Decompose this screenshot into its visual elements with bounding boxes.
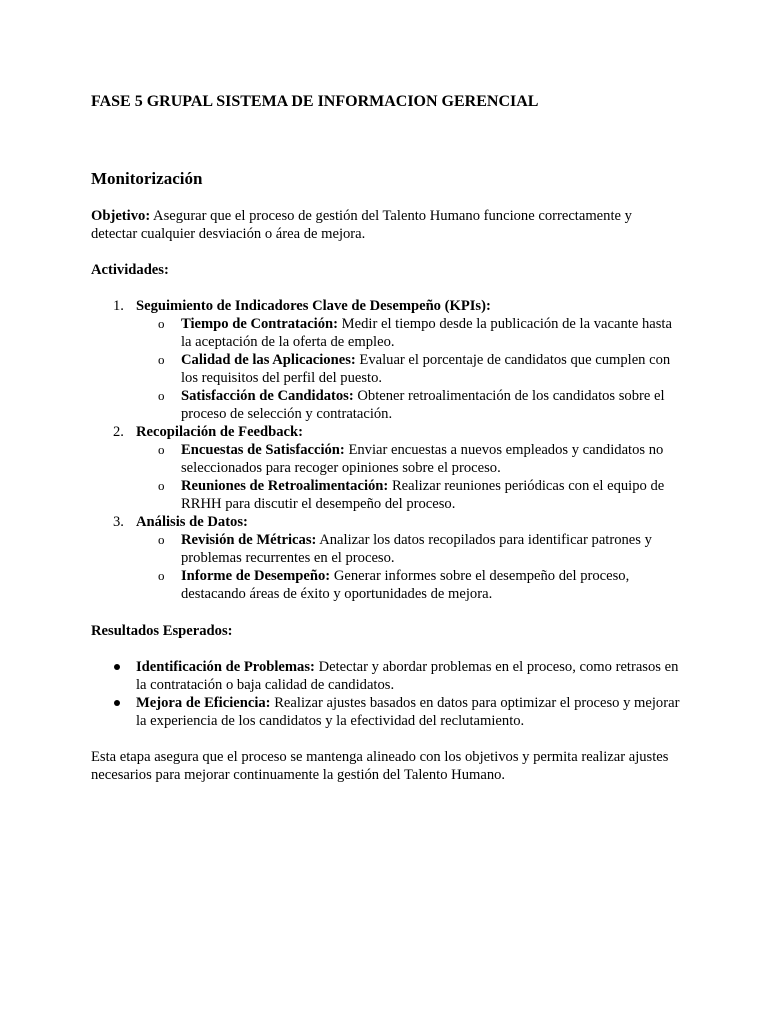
subitem-text: Medir el tiempo desde la publicación de la vacante hasta la aceptación de la oferta de empleo. xyxy=(181,316,672,350)
result-label: Mejora de Eficiencia: xyxy=(136,695,271,711)
results-list-container xyxy=(91,658,681,730)
activity-sublist xyxy=(136,315,681,423)
circle-bullet-icon: o xyxy=(158,316,165,331)
circle-bullet-icon: o xyxy=(158,568,165,583)
activity-sublist xyxy=(136,531,681,603)
subitem-label: Calidad de las Aplicaciones: xyxy=(181,352,356,368)
activities-heading: Actividades: xyxy=(91,262,169,278)
result-label: Identificación de Problemas: xyxy=(136,659,315,675)
activity-number: 2. xyxy=(113,424,124,440)
activity-item xyxy=(91,513,681,603)
activity-subitem xyxy=(136,567,681,603)
bullet-icon xyxy=(114,700,120,706)
activity-title: Seguimiento de Indicadores Clave de Desempeño (KPIs): xyxy=(136,298,491,314)
activities-list xyxy=(91,297,681,603)
activities-list-container xyxy=(91,297,681,603)
activity-subitem xyxy=(136,531,681,567)
bullet-icon xyxy=(114,664,120,670)
circle-bullet-icon: o xyxy=(158,442,165,457)
section-heading: Monitorización xyxy=(91,169,203,188)
results-heading: Resultados Esperados: xyxy=(91,623,233,639)
activity-number: 3. xyxy=(113,514,124,530)
result-text: Detectar y abordar problemas en el proceso, como retrasos en la contratación o baja calidad de candidatos. xyxy=(136,659,679,693)
activity-subitem xyxy=(136,315,681,351)
subitem-label: Revisión de Métricas: xyxy=(181,532,317,548)
subitem-text: Realizar reuniones periódicas con el equipo de RRHH para discutir el desempeño del proceso. xyxy=(181,478,665,512)
activity-item xyxy=(91,297,681,423)
result-item xyxy=(91,658,681,694)
document-title: FASE 5 GRUPAL SISTEMA DE INFORMACION GERENCIAL xyxy=(91,93,539,110)
circle-bullet-icon: o xyxy=(158,478,165,493)
subitem-text: Evaluar el porcentaje de candidatos que cumplen con los requisitos del perfil del puesto. xyxy=(181,352,671,386)
activity-sublist xyxy=(136,441,681,513)
objective-text: Asegurar que el proceso de gestión del Talento Humano funcione correctamente y detectar cualquier desviación o área de mejora. xyxy=(91,208,632,242)
subitem-label: Satisfacción de Candidatos: xyxy=(181,388,354,404)
subitem-label: Reuniones de Retroalimentación: xyxy=(181,478,389,494)
objective-paragraph xyxy=(91,207,681,243)
result-item xyxy=(91,694,681,730)
circle-bullet-icon: o xyxy=(158,388,165,403)
results-list xyxy=(91,658,681,730)
activity-subitem xyxy=(136,387,681,423)
subitem-text: Analizar los datos recopilados para identificar patrones y problemas recurrentes en el proceso. xyxy=(181,532,652,566)
activity-subitem xyxy=(136,477,681,513)
activity-title: Recopilación de Feedback: xyxy=(136,424,304,440)
subitem-text: Generar informes sobre el desempeño del proceso, destacando áreas de éxito y oportunidades de mejora. xyxy=(181,568,630,602)
result-text: Realizar ajustes basados en datos para optimizar el proceso y mejorar la experiencia de los candidatos y la efectividad del reclutamiento. xyxy=(136,695,680,729)
objective-label: Objetivo: xyxy=(91,208,151,224)
circle-bullet-icon: o xyxy=(158,352,165,367)
activity-subitem xyxy=(136,351,681,387)
activity-title: Análisis de Datos: xyxy=(136,514,248,530)
subitem-label: Informe de Desempeño: xyxy=(181,568,331,584)
activity-item xyxy=(91,423,681,513)
subitem-text: Obtener retroalimentación de los candidatos sobre el proceso de selección y contratación. xyxy=(181,388,665,422)
activity-number: 1. xyxy=(113,298,124,314)
subitem-label: Tiempo de Contratación: xyxy=(181,316,339,332)
circle-bullet-icon: o xyxy=(158,532,165,547)
activity-subitem xyxy=(136,441,681,477)
conclusion-paragraph: Esta etapa asegura que el proceso se mantenga alineado con los objetivos y permita realizar ajustes necesarios para mejorar continuamente la gestión del Talento Humano. xyxy=(91,749,669,783)
subitem-label: Encuestas de Satisfacción: xyxy=(181,442,345,458)
subitem-text: Enviar encuestas a nuevos empleados y candidatos no seleccionados para recoger opiniones sobre el proceso. xyxy=(181,442,664,476)
